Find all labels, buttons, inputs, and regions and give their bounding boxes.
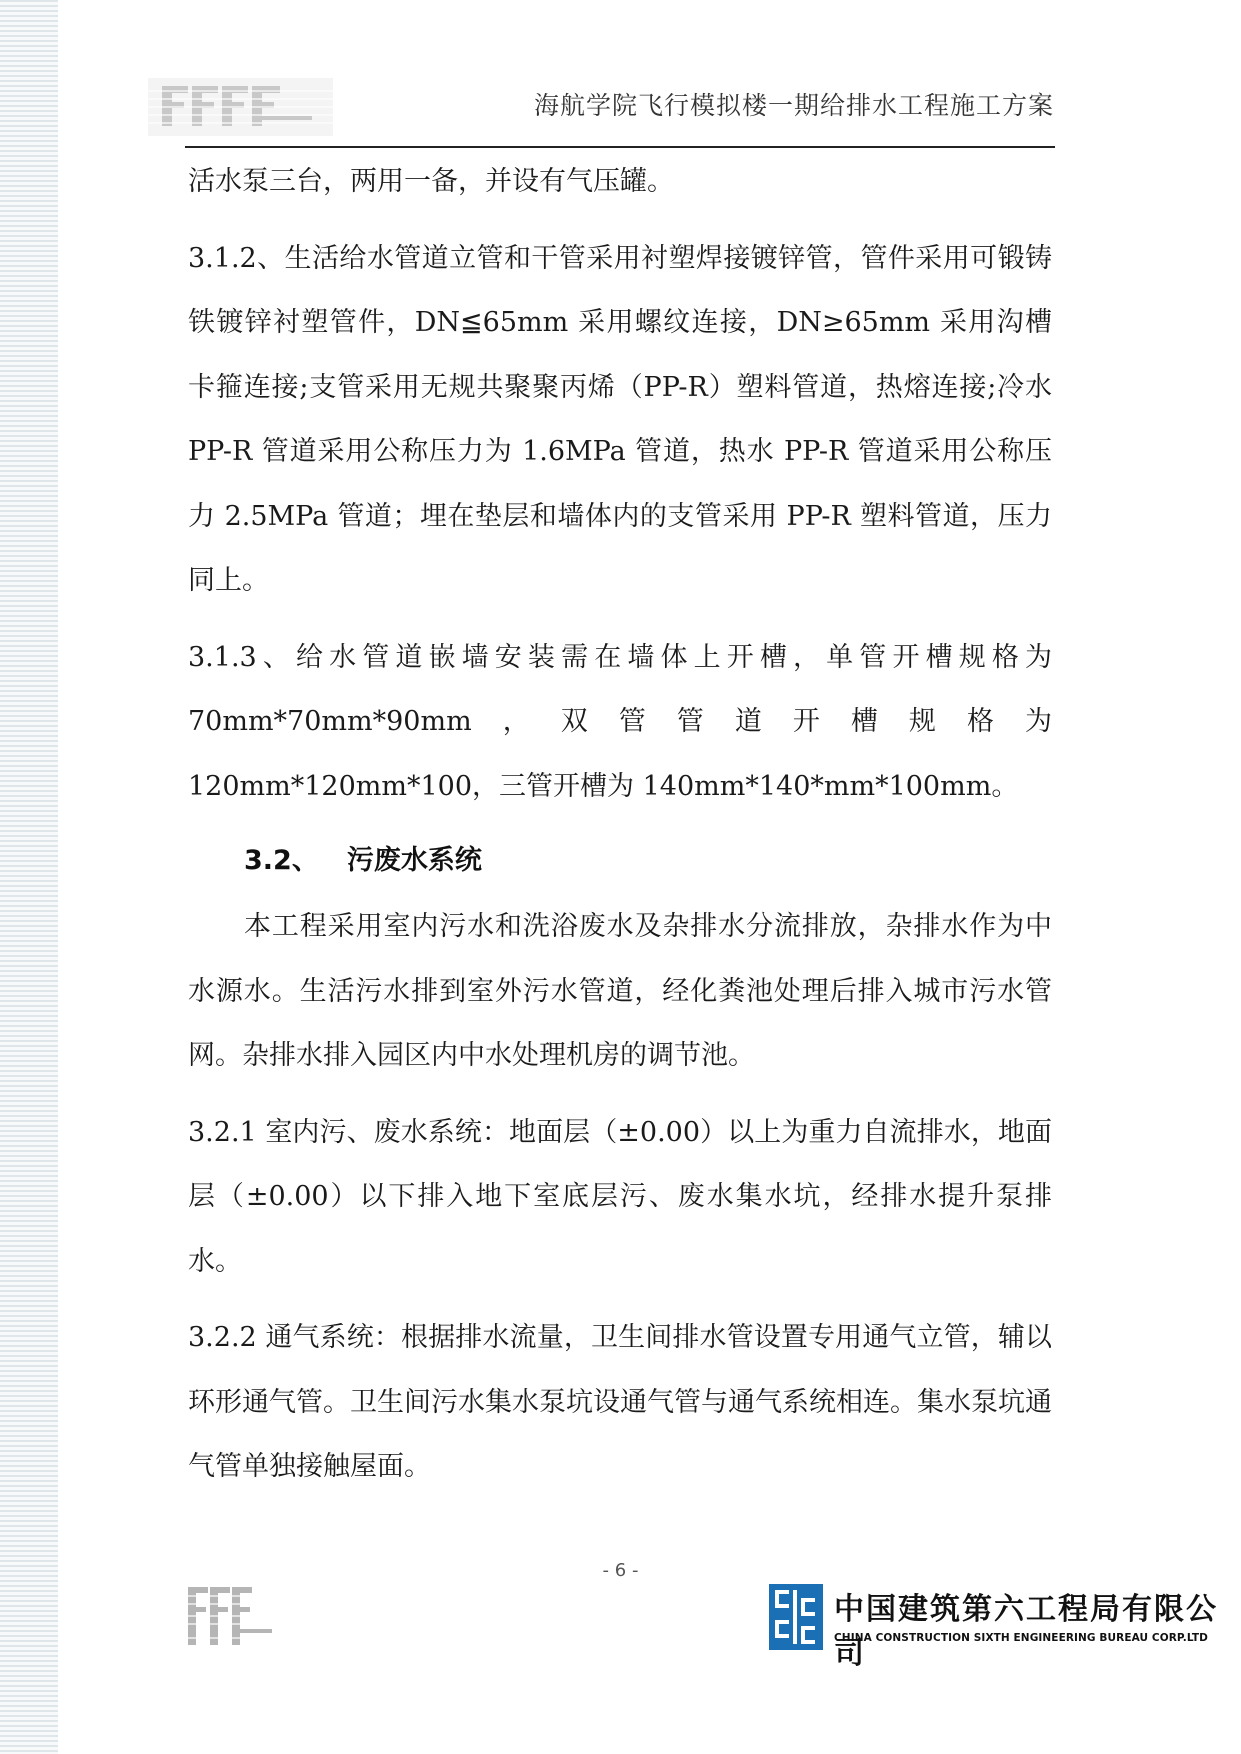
header-divider	[185, 146, 1055, 148]
section-title: 污废水系统	[346, 845, 482, 876]
cscec-logo-icon	[769, 1584, 823, 1650]
paragraph-3-1-3: 3.1.3、给水管道嵌墙安装需在墙体上开槽，单管开槽规格为70mm*70mm*90mm，双管管道开槽规格为 120mm*120mm*100，三管开槽为 140mm*140*mm*100mm。	[188, 641, 1052, 802]
section-heading-3-2	[244, 831, 1052, 891]
page-number: - 6 -	[602, 1560, 639, 1581]
paragraph-3-1-2: 3.1.2、生活给水管道立管和干管采用衬塑焊接镀锌管，管件采用可锻铸铁镀锌衬塑管件，DN≦65mm 采用螺纹连接，DN≥65mm 采用沟槽卡箍连接;支管采用无规共聚聚丙烯（PP-R）塑料管道，热熔连接;冷水 PP-R 管道采用公称压力为 1.6MPa 管道，热水 PP-R 管道采用公称压力 2.5MPa 管道；埋在垫层和墙体内的支管采用 PP-R 塑料管道，压力同上。	[188, 242, 1052, 596]
paragraph-3-2-2: 3.2.2 通气系统：根据排水流量，卫生间排水管设置专用通气立管，辅以环形通气管。卫生间污水集水泵坑设通气管与通气系统相连。集水泵坑通气管单独接触屋面。	[188, 1322, 1052, 1482]
paragraph-intro-3-2: 本工程采用室内污水和洗浴废水及杂排水分流排放，杂排水作为中水源水。生活污水排到室外污水管道，经化粪池处理后排入城市污水管网。杂排水排入园区内中水处理机房的调节池。	[188, 911, 1052, 1071]
company-name-english: CHINA CONSTRUCTION SIXTH ENGINEERING BUREAU CORP.LTD	[834, 1632, 1208, 1644]
header-logo-icon	[148, 78, 333, 136]
paragraph-3-2-1: 3.2.1 室内污、废水系统：地面层（±0.00）以上为重力自流排水，地面层（±0.00）以下排入地下室底层污、废水集水坑，经排水提升泵排水。	[188, 1116, 1052, 1277]
document-header-title: 海航学院飞行模拟楼一期给排水工程施工方案	[533, 91, 1054, 120]
company-name-chinese: 中国建筑第六工程局有限公司	[834, 1592, 1218, 1671]
section-number: 3.2、	[244, 845, 319, 876]
left-margin-stripe	[0, 0, 58, 1754]
document-body	[188, 150, 1052, 1512]
footer-logo-icon	[186, 1585, 274, 1649]
paragraph-continuation: 活水泵三台，两用一备，并设有气压罐。	[188, 166, 674, 197]
